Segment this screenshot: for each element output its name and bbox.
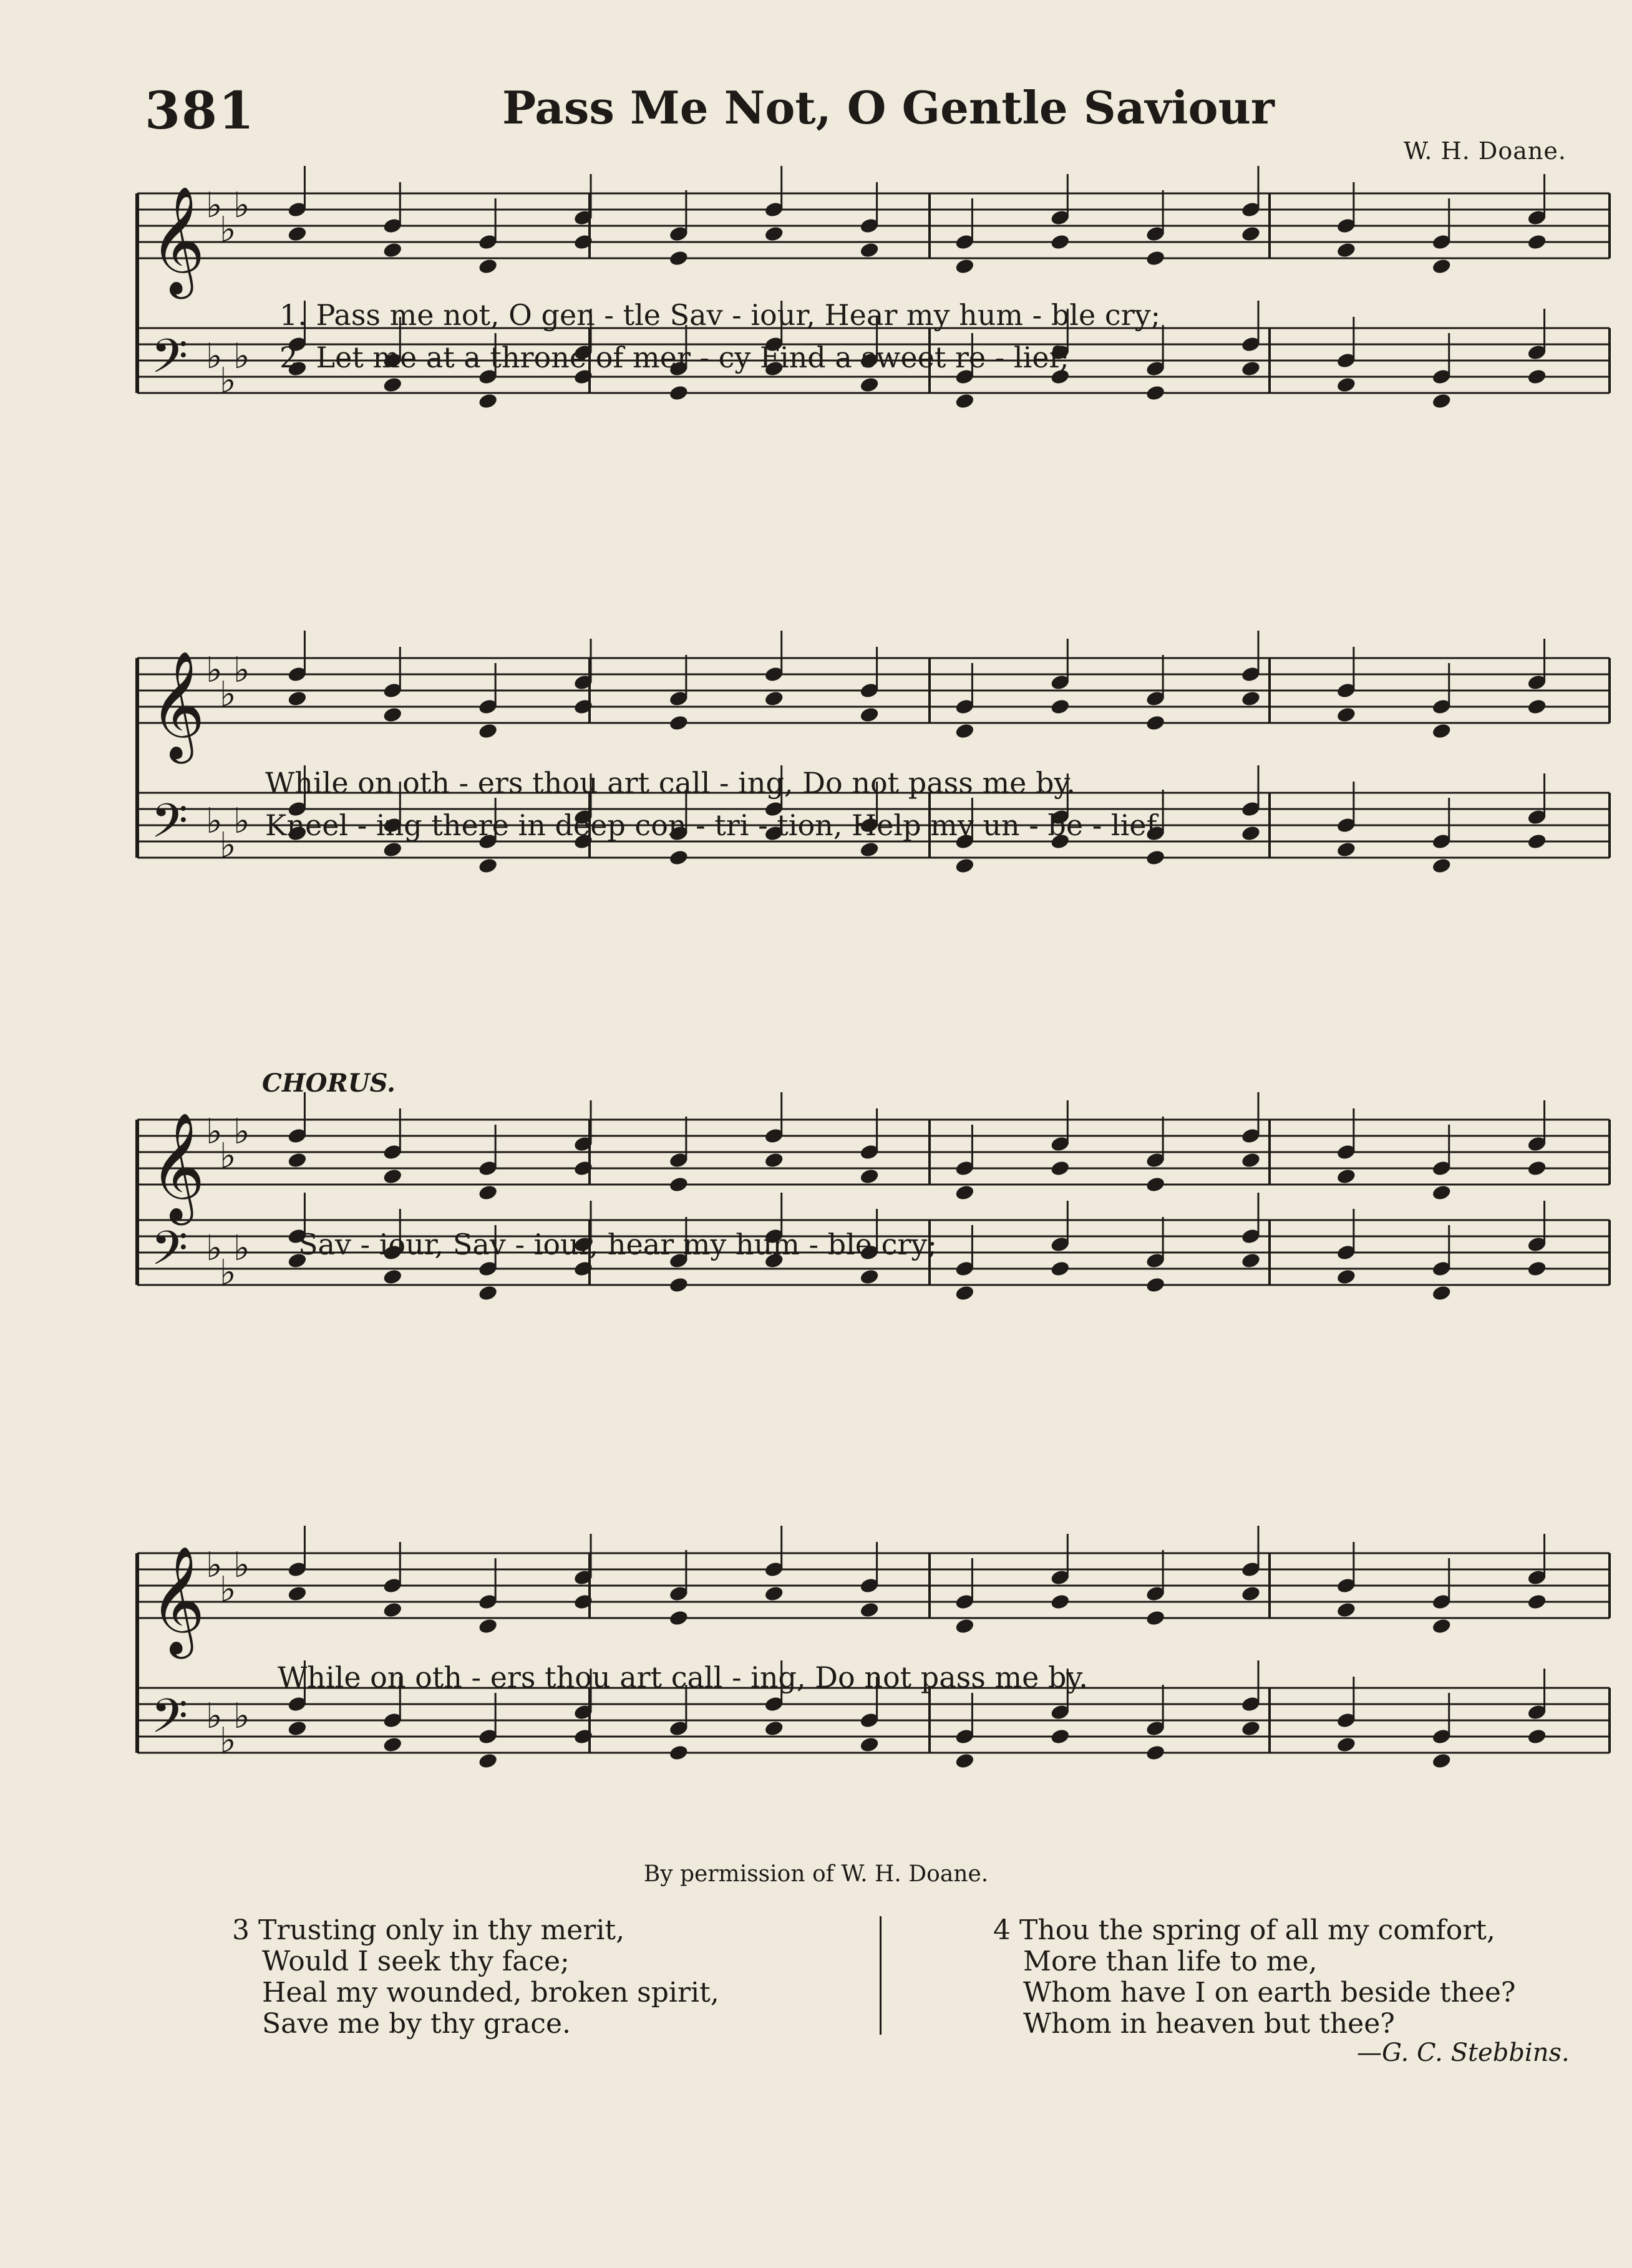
treble-clef-icon: 𝄞 bbox=[150, 1112, 205, 1221]
treble-note bbox=[287, 1585, 308, 1602]
flat-icon: ♭ bbox=[206, 1696, 223, 1737]
treble-note bbox=[859, 1601, 880, 1619]
flat-icon: ♭ bbox=[233, 1112, 250, 1152]
stanza-line: Save me by thy grace. bbox=[262, 2008, 571, 2040]
bass-note bbox=[1527, 368, 1547, 385]
bass-note bbox=[1527, 1728, 1547, 1745]
stanza-line: 3 Trusting only in thy merit, bbox=[232, 1914, 625, 1946]
treble-note bbox=[954, 1617, 975, 1635]
treble-note bbox=[287, 225, 308, 243]
bass-note bbox=[1431, 857, 1452, 875]
stanza-3 bbox=[232, 1915, 719, 2040]
treble-note bbox=[478, 258, 498, 275]
flat-icon: ♭ bbox=[233, 1545, 250, 1586]
treble-note bbox=[1336, 1168, 1356, 1185]
treble-note bbox=[859, 1168, 880, 1185]
bass-note bbox=[1145, 384, 1166, 402]
treble-note bbox=[1050, 1593, 1071, 1611]
lyric-line: 1. Pass me not, O gen - tle Sav - iour, Hear my hum - ble cry; bbox=[279, 298, 1161, 332]
bass-note bbox=[668, 1744, 689, 1762]
flat-icon: ♭ bbox=[233, 336, 250, 377]
bass-note bbox=[1336, 376, 1356, 394]
treble-note bbox=[1050, 698, 1071, 715]
flat-icon: ♭ bbox=[206, 185, 223, 226]
flat-icon: ♭ bbox=[206, 801, 223, 841]
bass-note bbox=[382, 1736, 403, 1753]
treble-note bbox=[954, 1184, 975, 1201]
treble-note bbox=[859, 706, 880, 724]
bass-note bbox=[382, 1268, 403, 1286]
treble-note bbox=[1050, 1160, 1071, 1177]
treble-note bbox=[1145, 1176, 1166, 1193]
treble-note bbox=[1240, 1585, 1261, 1602]
treble-note bbox=[954, 722, 975, 740]
bass-note bbox=[859, 1268, 880, 1286]
treble-note bbox=[764, 1151, 784, 1169]
treble-note bbox=[1527, 233, 1547, 251]
flat-icon: ♭ bbox=[220, 1720, 236, 1761]
bass-note bbox=[954, 1284, 975, 1302]
treble-note bbox=[382, 1601, 403, 1619]
treble-note bbox=[382, 241, 403, 259]
treble-note bbox=[478, 1184, 498, 1201]
bass-note bbox=[1145, 1276, 1166, 1294]
treble-note bbox=[668, 1609, 689, 1627]
permission-note: By permission of W. H. Doane. bbox=[643, 1861, 989, 1887]
bass-note bbox=[1527, 833, 1547, 850]
flat-icon: ♭ bbox=[220, 1569, 236, 1610]
treble-note bbox=[764, 1585, 784, 1602]
treble-note bbox=[764, 225, 784, 243]
bass-note bbox=[478, 392, 498, 410]
bass-note bbox=[1336, 841, 1356, 858]
flat-icon: ♭ bbox=[220, 361, 236, 401]
flat-icon: ♭ bbox=[233, 1696, 250, 1737]
flat-icon: ♭ bbox=[220, 825, 236, 866]
treble-clef-icon: 𝄞 bbox=[150, 651, 205, 759]
stanza-line: Would I seek thy face; bbox=[262, 1946, 570, 1977]
lyric-line: While on oth - ers thou art call - ing, Do not pass me by. bbox=[265, 766, 1076, 800]
stanza-line: Whom in heaven but thee? bbox=[1023, 2008, 1395, 2040]
lyric-line: Sav - iour, Sav - iour, hear my hum - ble cry; bbox=[298, 1228, 937, 1261]
bass-clef-icon: 𝄢 bbox=[151, 793, 188, 860]
composer-credit: W. H. Doane. bbox=[1404, 137, 1566, 165]
treble-clef-icon: 𝄞 bbox=[150, 186, 205, 294]
bass-note bbox=[859, 376, 880, 394]
bass-note bbox=[287, 1720, 308, 1737]
author-credit: —G. C. Stebbins. bbox=[1357, 2038, 1570, 2067]
bass-note bbox=[859, 841, 880, 858]
treble-note bbox=[1336, 1601, 1356, 1619]
hymn-title: Pass Me Not, O Gentle Saviour bbox=[502, 81, 1275, 134]
chorus-label: CHORUS. bbox=[262, 1069, 396, 1098]
treble-note bbox=[1145, 1609, 1166, 1627]
bass-note bbox=[1431, 1284, 1452, 1302]
treble-note bbox=[1527, 1593, 1547, 1611]
bass-note bbox=[382, 376, 403, 394]
stanza-divider bbox=[880, 1916, 882, 2035]
treble-note bbox=[1240, 1151, 1261, 1169]
treble-note bbox=[382, 706, 403, 724]
bass-note bbox=[1527, 1260, 1547, 1277]
bass-note bbox=[764, 1720, 784, 1737]
bass-clef-icon: 𝄢 bbox=[151, 1689, 188, 1755]
treble-note bbox=[1527, 1160, 1547, 1177]
bass-note bbox=[1431, 392, 1452, 410]
treble-note bbox=[1240, 690, 1261, 707]
bass-note bbox=[1336, 1268, 1356, 1286]
treble-note bbox=[668, 250, 689, 267]
lyric-line: Kneel - ing there in deep con - tri - tion, Help my un - be - lief. bbox=[265, 808, 1165, 842]
bass-note bbox=[1240, 1720, 1261, 1737]
flat-icon: ♭ bbox=[206, 1545, 223, 1586]
bass-note bbox=[478, 1284, 498, 1302]
flat-icon: ♭ bbox=[233, 185, 250, 226]
bass-note bbox=[1145, 1744, 1166, 1762]
bass-note bbox=[1240, 1252, 1261, 1269]
treble-note bbox=[954, 258, 975, 275]
lyric-line: 2. Let me at a throne of mer - cy Find a sweet re - lief; bbox=[279, 341, 1070, 374]
stanza-line: 4 Thou the spring of all my comfort, bbox=[993, 1914, 1495, 1946]
bass-note bbox=[382, 841, 403, 858]
treble-note bbox=[1431, 1184, 1452, 1201]
bass-note bbox=[1145, 849, 1166, 866]
treble-note bbox=[382, 1168, 403, 1185]
treble-note bbox=[1336, 706, 1356, 724]
bass-note bbox=[478, 857, 498, 875]
stanza-line: Heal my wounded, broken spirit, bbox=[262, 1977, 719, 2009]
flat-icon: ♭ bbox=[233, 650, 250, 691]
bass-note bbox=[1431, 1752, 1452, 1770]
hymn-number: 381 bbox=[145, 81, 256, 141]
treble-note bbox=[1145, 250, 1166, 267]
treble-note bbox=[1527, 698, 1547, 715]
treble-note bbox=[1240, 225, 1261, 243]
treble-note bbox=[668, 714, 689, 732]
treble-note bbox=[287, 1151, 308, 1169]
flat-icon: ♭ bbox=[220, 674, 236, 715]
flat-icon: ♭ bbox=[206, 1228, 223, 1269]
bass-clef-icon: 𝄢 bbox=[151, 329, 188, 395]
bass-note bbox=[954, 392, 975, 410]
lyric-line: While on oth - ers thou art call - ing, Do not pass me by. bbox=[278, 1660, 1088, 1694]
flat-icon: ♭ bbox=[206, 1112, 223, 1152]
treble-note bbox=[1145, 714, 1166, 732]
flat-icon: ♭ bbox=[220, 1136, 236, 1176]
flat-icon: ♭ bbox=[206, 650, 223, 691]
bass-note bbox=[954, 1752, 975, 1770]
bass-note bbox=[859, 1736, 880, 1753]
bass-note bbox=[954, 857, 975, 875]
stanza-line: Whom have I on earth beside thee? bbox=[1023, 1977, 1516, 2009]
bass-note bbox=[668, 384, 689, 402]
bass-note bbox=[478, 1752, 498, 1770]
flat-icon: ♭ bbox=[233, 1228, 250, 1269]
treble-note bbox=[1050, 233, 1071, 251]
treble-note bbox=[1336, 241, 1356, 259]
treble-note bbox=[478, 1617, 498, 1635]
treble-note bbox=[859, 241, 880, 259]
treble-note bbox=[1431, 1617, 1452, 1635]
bass-note bbox=[1050, 1260, 1071, 1277]
treble-note bbox=[1431, 722, 1452, 740]
flat-icon: ♭ bbox=[220, 210, 236, 250]
treble-note bbox=[1431, 258, 1452, 275]
bass-note bbox=[1240, 825, 1261, 842]
treble-clef-icon: 𝄞 bbox=[150, 1546, 205, 1654]
bass-note bbox=[1050, 1728, 1071, 1745]
bass-clef-icon: 𝄢 bbox=[151, 1221, 188, 1287]
flat-icon: ♭ bbox=[206, 336, 223, 377]
bass-note bbox=[1336, 1736, 1356, 1753]
treble-note bbox=[287, 690, 308, 707]
flat-icon: ♭ bbox=[220, 1253, 236, 1293]
treble-note bbox=[478, 722, 498, 740]
bass-note bbox=[668, 849, 689, 866]
stanza-4 bbox=[993, 1915, 1515, 2040]
stanza-line: More than life to me, bbox=[1023, 1946, 1318, 1977]
bass-note bbox=[668, 1276, 689, 1294]
bass-note bbox=[1240, 360, 1261, 377]
flat-icon: ♭ bbox=[233, 801, 250, 841]
treble-note bbox=[764, 690, 784, 707]
treble-note bbox=[668, 1176, 689, 1193]
